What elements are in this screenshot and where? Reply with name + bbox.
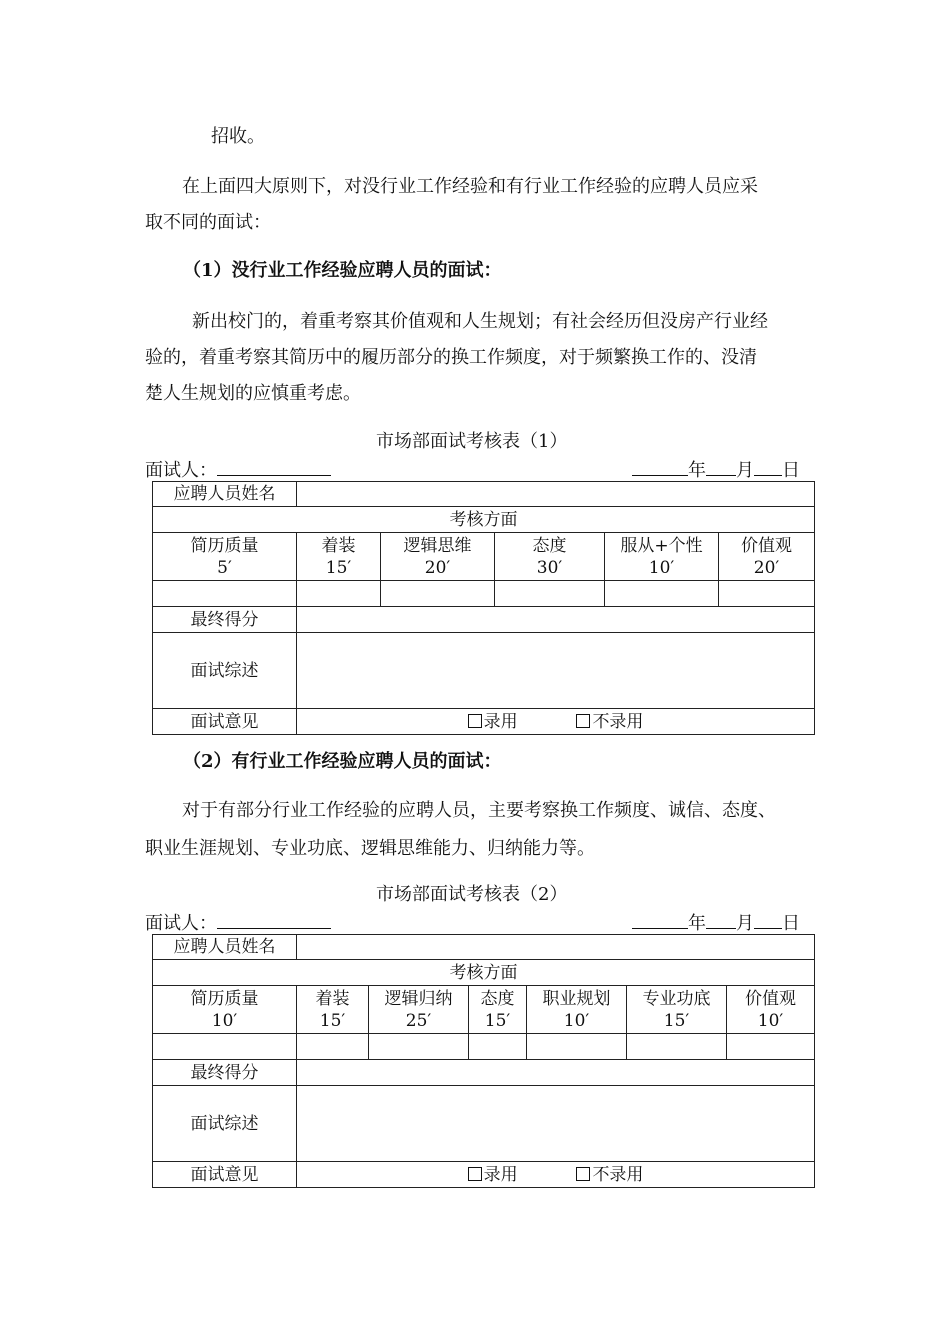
section1-para-line-1: 新出校门的，着重考察其价值观和人生规划；有社会经历但没房产行业经 [192, 311, 768, 332]
criterion-cell [153, 533, 297, 581]
criterion-score: 5′ [217, 557, 232, 578]
hire-label: 录用 [483, 1164, 518, 1185]
score-field[interactable] [297, 1034, 369, 1060]
section2-para-line-1: 对于有部分行业工作经验的应聘人员，主要考察换工作频度、诚信、态度、 [182, 800, 776, 821]
table1-interviewer [145, 459, 331, 480]
day-blank[interactable] [754, 459, 782, 476]
criterion-score: 25′ [405, 1010, 432, 1031]
criterion-score: 20′ [424, 557, 451, 578]
score-field[interactable] [719, 581, 815, 607]
score-field[interactable] [369, 1034, 469, 1060]
criterion-cell [495, 533, 605, 581]
section1-para-line-2: 验的，着重考察其简历中的履历部分的换工作频度，对于频繁换工作的、没清 [145, 347, 757, 368]
name-field[interactable] [297, 482, 815, 507]
reject-label: 不录用 [592, 711, 644, 732]
criterion-name: 着装 [321, 535, 356, 556]
score-field[interactable] [381, 581, 495, 607]
score-field[interactable] [495, 581, 605, 607]
criterion-score: 10′ [757, 1010, 784, 1031]
table2-interviewer [145, 912, 331, 933]
checkbox-icon[interactable] [468, 714, 482, 728]
criterion-name: 着装 [315, 988, 350, 1009]
month-label: 月 [736, 460, 754, 481]
criterion-score: 15′ [663, 1010, 690, 1031]
criterion-score: 15′ [484, 1010, 511, 1031]
table2-caption: 市场部面试考核表（2） [376, 884, 568, 905]
day-label: 日 [782, 913, 800, 934]
name-field[interactable] [297, 935, 815, 960]
interviewer-label: 面试人： [145, 460, 217, 481]
criterion-cell [153, 986, 297, 1034]
criterion-cell [469, 986, 527, 1034]
interviewer-blank[interactable] [217, 459, 331, 476]
criterion-name: 价值观 [741, 535, 793, 556]
name-label: 应聘人员姓名 [153, 482, 297, 507]
summary-label: 面试综述 [153, 633, 297, 709]
summary-field[interactable] [297, 1086, 815, 1162]
criterion-cell [605, 533, 719, 581]
criterion-name: 专业功底 [642, 988, 711, 1009]
criterion-score: 10′ [648, 557, 675, 578]
criterion-cell [627, 986, 727, 1034]
criterion-name: 逻辑思维 [403, 535, 472, 556]
final-score-field[interactable] [297, 607, 815, 633]
criterion-name: 简历质量 [190, 988, 259, 1009]
month-blank[interactable] [706, 459, 736, 476]
criterion-cell [381, 533, 495, 581]
opinion-label: 面试意见 [153, 709, 297, 735]
final-score-label: 最终得分 [153, 607, 297, 633]
name-label: 应聘人员姓名 [153, 935, 297, 960]
reject-option[interactable] [576, 712, 643, 732]
section2-heading: （2）有行业工作经验应聘人员的面试： [183, 751, 502, 772]
criterion-name: 态度 [480, 988, 515, 1009]
year-blank[interactable] [632, 912, 688, 929]
criterion-cell [527, 986, 627, 1034]
intro-line-2: 在上面四大原则下，对没行业工作经验和有行业工作经验的应聘人员应采 [182, 176, 758, 197]
interviewer-blank[interactable] [217, 912, 331, 929]
criterion-name: 态度 [532, 535, 567, 556]
final-score-label: 最终得分 [153, 1060, 297, 1086]
criterion-score: 10′ [211, 1010, 238, 1031]
opinion-label: 面试意见 [153, 1162, 297, 1188]
criterion-cell [727, 986, 815, 1034]
criterion-cell [297, 533, 381, 581]
table1-date [632, 459, 800, 480]
summary-label: 面试综述 [153, 1086, 297, 1162]
hire-option[interactable] [468, 1165, 518, 1185]
year-label: 年 [688, 913, 706, 934]
month-label: 月 [736, 913, 754, 934]
criterion-name: 服从+个性 [620, 535, 703, 556]
aspects-label: 考核方面 [153, 507, 815, 533]
criterion-score: 10′ [563, 1010, 590, 1031]
criterion-score: 20′ [753, 557, 780, 578]
aspects-label: 考核方面 [153, 960, 815, 986]
month-blank[interactable] [706, 912, 736, 929]
hire-option[interactable] [468, 712, 518, 732]
section1-para-line-3: 楚人生规划的应慎重考虑。 [145, 383, 361, 404]
day-label: 日 [782, 460, 800, 481]
score-field[interactable] [153, 1034, 297, 1060]
interviewer-label: 面试人： [145, 913, 217, 934]
criterion-name: 职业规划 [542, 988, 611, 1009]
table2-form [152, 934, 815, 1188]
criterion-cell [369, 986, 469, 1034]
criterion-name: 简历质量 [190, 535, 259, 556]
score-field[interactable] [627, 1034, 727, 1060]
score-field[interactable] [605, 581, 719, 607]
score-field[interactable] [297, 581, 381, 607]
table1-caption: 市场部面试考核表（1） [376, 431, 568, 452]
section1-heading: （1）没行业工作经验应聘人员的面试： [183, 260, 502, 281]
checkbox-icon[interactable] [576, 714, 590, 728]
table2-date [632, 912, 800, 933]
year-blank[interactable] [632, 459, 688, 476]
opinion-options [297, 1162, 815, 1188]
criterion-score: 15′ [319, 1010, 346, 1031]
criterion-cell [297, 986, 369, 1034]
reject-label: 不录用 [592, 1164, 644, 1185]
criterion-cell [719, 533, 815, 581]
score-field[interactable] [527, 1034, 627, 1060]
summary-field[interactable] [297, 633, 815, 709]
intro-line-1: 招收。 [211, 126, 265, 147]
checkbox-icon[interactable] [576, 1167, 590, 1181]
section2-para-line-2: 职业生涯规划、专业功底、逻辑思维能力、归纳能力等。 [145, 838, 595, 859]
score-field[interactable] [469, 1034, 527, 1060]
criterion-score: 30′ [536, 557, 563, 578]
hire-label: 录用 [483, 711, 518, 732]
year-label: 年 [688, 460, 706, 481]
criterion-name: 价值观 [745, 988, 797, 1009]
final-score-field[interactable] [297, 1060, 815, 1086]
intro-line-3: 取不同的面试： [145, 212, 271, 233]
opinion-options [297, 709, 815, 735]
day-blank[interactable] [754, 912, 782, 929]
table1-form [152, 481, 815, 735]
reject-option[interactable] [576, 1165, 643, 1185]
criterion-score: 15′ [325, 557, 352, 578]
score-field[interactable] [153, 581, 297, 607]
score-field[interactable] [727, 1034, 815, 1060]
checkbox-icon[interactable] [468, 1167, 482, 1181]
criterion-name: 逻辑归纳 [384, 988, 453, 1009]
